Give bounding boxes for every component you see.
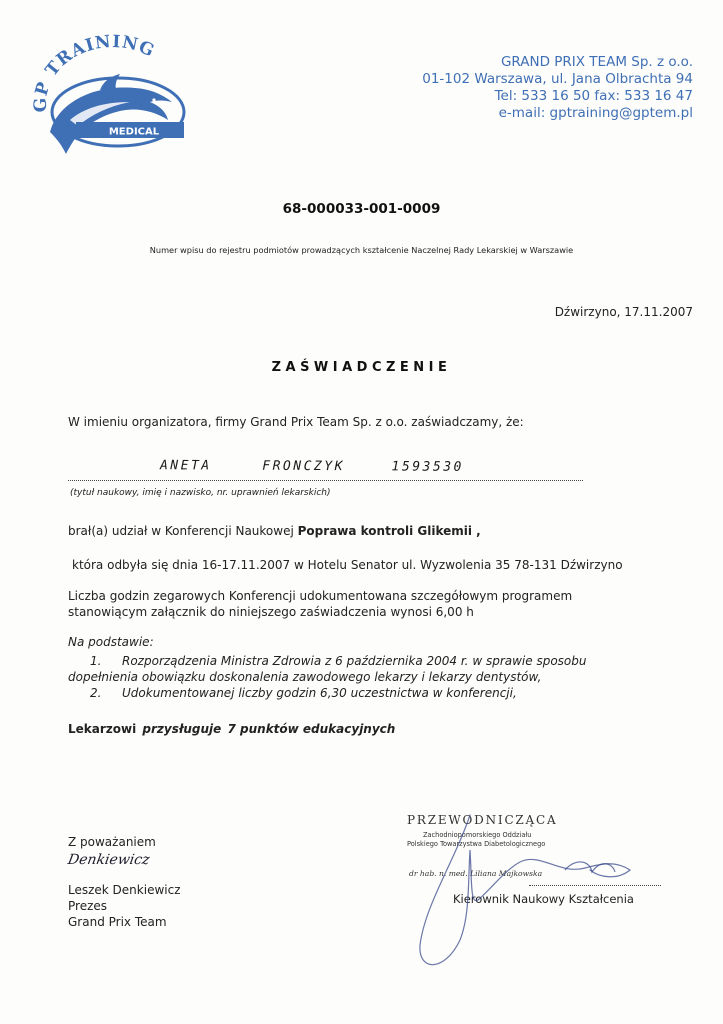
basis-item1-number: 1. <box>90 654 102 668</box>
company-header <box>422 54 693 122</box>
basis-label: Na podstawie: <box>68 635 154 649</box>
handwritten-signature-left: Denkiewicz <box>66 852 151 868</box>
basis-item2-text: Udokumentowanej liczby godzin 6,30 uczestnictwa w konferencji, <box>122 686 517 700</box>
registration-number: 68-000033-001-0009 <box>282 201 441 217</box>
signer-block <box>68 882 181 930</box>
stamp-line-1: Zachodniopomorskiego Oddziału <box>423 831 532 839</box>
participant-license: 1593530 <box>391 459 464 475</box>
basis-item2-number: 2. <box>90 686 102 700</box>
intro-text: W imieniu organizatora, firmy Grand Prix Team Sp. z o.o. zaświadczamy, że: <box>68 415 524 429</box>
logo-top-text: GP TRAINING <box>30 31 158 113</box>
place-date: Dźwirzyno, 17.11.2007 <box>554 305 693 319</box>
points-line <box>68 722 395 736</box>
basis-item1-line2: dopełnienia obowiązku doskonalenia zawodowego lekarzy i lekarzy dentystów, <box>68 670 542 684</box>
gp-training-logo <box>30 31 190 156</box>
stamp-role: Kierownik Naukowy Kształcenia <box>453 892 634 906</box>
stamp-title: PRZEWODNICZĄCA <box>407 813 558 827</box>
conference-details: która odbyła się dnia 16-17.11.2007 w Hotelu Senator ul. Wyzwolenia 35 78-131 Dźwirzyno <box>72 558 623 572</box>
chairwoman-stamp <box>395 813 675 933</box>
signer-name: Leszek Denkiewicz <box>68 883 181 897</box>
points-verb: przysługuje <box>142 722 222 736</box>
conference-prefix: brał(a) udział w Konferencji Naukowej <box>68 524 294 538</box>
dolphin-logo-icon <box>30 31 190 156</box>
stamp-line-2: Polskiego Towarzystwa Diabetologicznego <box>407 840 546 848</box>
basis-item1-line1: Rozporządzenia Ministra Zdrowia z 6 października 2004 r. w sprawie sposobu <box>122 654 587 668</box>
points-value: 7 punktów edukacyjnych <box>227 722 396 736</box>
hours-line-1: Liczba godzin zegarowych Konferencji udokumentowana szczegółowym programem <box>68 589 573 603</box>
participant-name-handwritten <box>160 458 464 475</box>
conference-name: Poprawa kontroli Glikemii , <box>297 524 481 538</box>
company-email: e-mail: gptraining@gptem.pl <box>498 105 693 121</box>
closing-text: Z poważaniem <box>68 835 156 849</box>
logo-band-text: MEDICAL <box>108 126 160 138</box>
company-address: 01-102 Warszawa, ul. Jana Olbrachta 94 <box>422 71 693 87</box>
stamp-dotted-line <box>529 885 661 886</box>
signer-org: Grand Prix Team <box>68 915 167 929</box>
participant-first-name: ANETA <box>159 458 212 474</box>
conference-line <box>68 524 481 538</box>
points-prefix: Lekarzowi <box>68 722 137 736</box>
document-title: ZAŚWIADCZENIE <box>271 360 452 375</box>
stamp-doctor: dr hab. n. med. Liliana Majkowska <box>409 869 543 878</box>
hours-line-2: stanowiącym załącznik do niniejszego zaświadczenia wynosi 6,00 h <box>68 605 474 619</box>
hours-paragraph <box>68 588 572 620</box>
company-phone: Tel: 533 16 50 fax: 533 16 47 <box>494 88 693 104</box>
signer-role: Prezes <box>68 899 108 913</box>
participant-last-name: FRONCZYK <box>262 458 345 475</box>
name-dotted-line <box>68 478 583 481</box>
name-caption: (tytuł naukowy, imię i nazwisko, nr. uprawnień lekarskich) <box>70 488 331 498</box>
company-name: GRAND PRIX TEAM Sp. z o.o. <box>500 54 693 70</box>
registration-description: Numer wpisu do rejestru podmiotów prowadzących kształcenie Naczelnej Rady Lekarskiej w Warszawie <box>149 245 574 255</box>
